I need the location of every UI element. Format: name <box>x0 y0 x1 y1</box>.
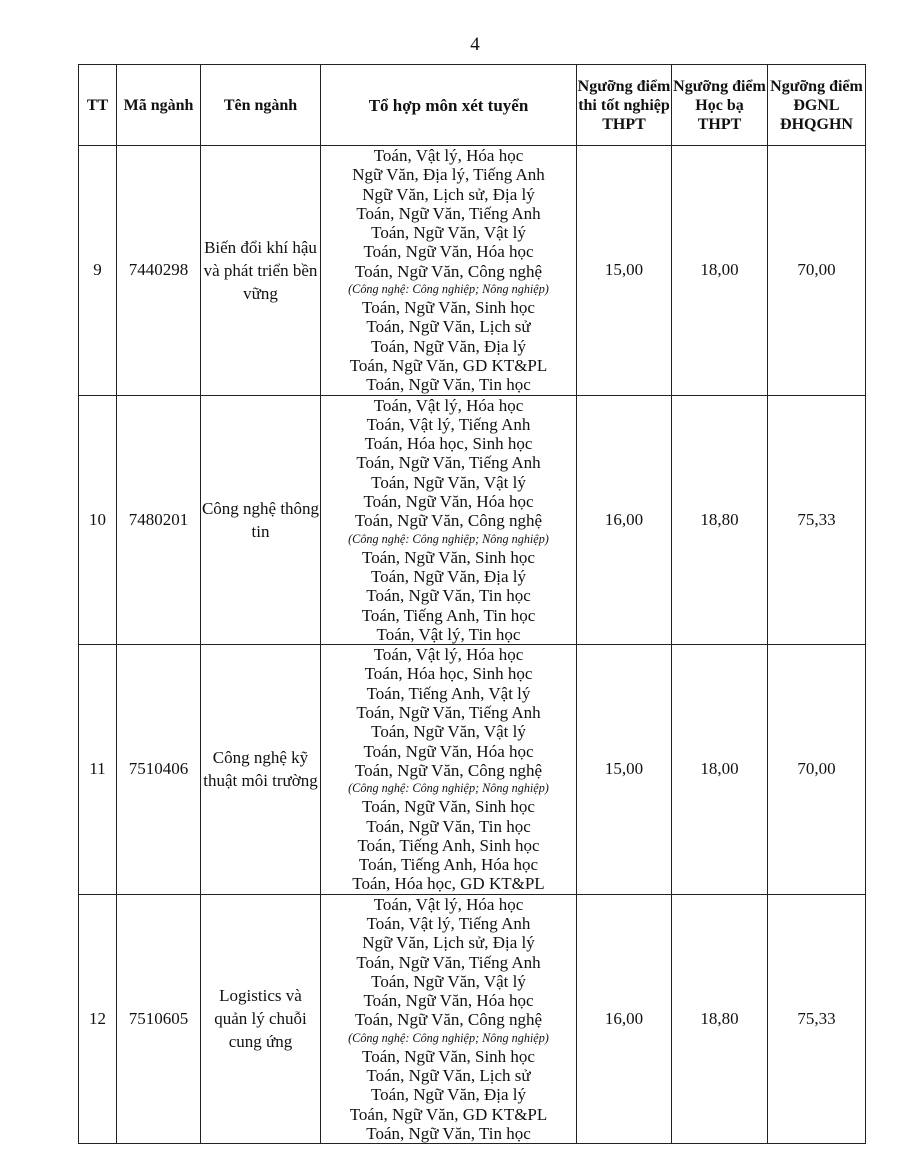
row-dgnl-threshold: 75,33 <box>768 894 866 1144</box>
subject-combination: Ngữ Văn, Địa lý, Tiếng Anh <box>352 165 545 185</box>
subject-combination: Toán, Vật lý, Hóa học <box>373 894 524 914</box>
subject-combination: Toán, Ngữ Văn, Hóa học <box>363 741 534 761</box>
subject-combination: Toán, Ngữ Văn, Sinh học <box>362 298 535 318</box>
subject-combination: Toán, Ngữ Văn, Lịch sử <box>366 317 531 337</box>
subject-combination: Toán, Ngữ Văn, Công nghệ <box>354 760 543 780</box>
header-nguong-thpt: Ngưỡng điểm thi tốt nghiệp THPT <box>577 65 672 146</box>
subject-combination: Toán, Vật lý, Hóa học <box>373 395 524 415</box>
header-tt: TT <box>79 65 117 146</box>
row-subjects <box>321 395 577 645</box>
row-name: Biến đổi khí hậu và phát triển bền vững <box>201 146 321 396</box>
row-code: 7440298 <box>117 146 201 396</box>
subject-combination: Ngữ Văn, Lịch sử, Địa lý <box>362 933 535 953</box>
subject-combination: Toán, Ngữ Văn, Tin học <box>366 586 531 606</box>
subject-combination: Toán, Ngữ Văn, Sinh học <box>362 1046 535 1066</box>
row-thpt-threshold: 15,00 <box>577 645 672 895</box>
subject-combination: Toán, Ngữ Văn, Tiếng Anh <box>356 453 541 473</box>
row-subjects <box>321 146 577 396</box>
header-ten-nganh: Tên ngành <box>201 65 321 146</box>
subject-combination: Toán, Tiếng Anh, Sinh học <box>357 835 540 855</box>
subject-combination: Toán, Vật lý, Hóa học <box>373 146 524 165</box>
row-hocba-threshold: 18,00 <box>672 645 768 895</box>
row-hocba-threshold: 18,80 <box>672 395 768 645</box>
header-nguong-dgnl: Ngưỡng điểm ĐGNL ĐHQGHN <box>768 65 866 146</box>
subject-combination: Toán, Hóa học, GD KT&PL <box>352 874 545 894</box>
row-dgnl-threshold: 70,00 <box>768 645 866 895</box>
row-name: Công nghệ thông tin <box>201 395 321 645</box>
row-name: Công nghệ kỹ thuật môi trường <box>201 645 321 895</box>
header-ma-nganh: Mã ngành <box>117 65 201 146</box>
subject-combination: Toán, Ngữ Văn, Hóa học <box>363 242 534 262</box>
row-hocba-threshold: 18,00 <box>672 146 768 396</box>
subject-combination: Toán, Ngữ Văn, Tin học <box>366 816 531 836</box>
subject-combination: Ngữ Văn, Lịch sử, Địa lý <box>362 184 535 204</box>
subject-combination: Toán, Ngữ Văn, Vật lý <box>371 472 526 492</box>
table-row <box>79 146 866 396</box>
subject-combination: Toán, Ngữ Văn, Công nghệ <box>354 261 543 281</box>
subject-combination: Toán, Ngữ Văn, Sinh học <box>362 547 535 567</box>
subject-combination: Toán, Tiếng Anh, Vật lý <box>366 683 531 703</box>
row-code: 7510605 <box>117 894 201 1144</box>
subject-combination: Toán, Ngữ Văn, Tiếng Anh <box>356 203 541 223</box>
header-nguong-hocba: Ngưỡng điểm Học bạ THPT <box>672 65 768 146</box>
table-row <box>79 645 866 895</box>
table-header-row <box>79 65 866 146</box>
subject-combination: Toán, Ngữ Văn, Hóa học <box>363 991 534 1011</box>
subject-combination: Toán, Ngữ Văn, Lịch sử <box>366 1066 531 1086</box>
row-tt: 11 <box>79 645 117 895</box>
row-tt: 12 <box>79 894 117 1144</box>
subject-combination: Toán, Ngữ Văn, Công nghệ <box>354 1010 543 1030</box>
row-dgnl-threshold: 70,00 <box>768 146 866 396</box>
subject-note: (Công nghệ: Công nghiệp; Nông nghiệp) <box>348 1030 549 1045</box>
subject-combination: Toán, Hóa học, Sinh học <box>364 434 533 454</box>
page-number: 4 <box>470 34 480 55</box>
subject-combination: Toán, Hóa học, Sinh học <box>364 664 533 684</box>
subject-note: (Công nghệ: Công nghiệp; Nông nghiệp) <box>348 282 549 297</box>
subject-note: (Công nghệ: Công nghiệp; Nông nghiệp) <box>348 531 549 546</box>
subject-combination: Toán, Vật lý, Tiếng Anh <box>366 913 531 933</box>
row-code: 7510406 <box>117 645 201 895</box>
subject-combination: Toán, Ngữ Văn, Tin học <box>366 1123 531 1143</box>
row-dgnl-threshold: 75,33 <box>768 395 866 645</box>
subject-combination: Toán, Ngữ Văn, Vật lý <box>371 722 526 742</box>
subject-combination: Toán, Ngữ Văn, GD KT&PL <box>349 1104 548 1124</box>
row-subjects <box>321 645 577 895</box>
subject-combination: Toán, Vật lý, Tiếng Anh <box>366 414 531 434</box>
subject-note: (Công nghệ: Công nghiệp; Nông nghiệp) <box>348 781 549 796</box>
table-row <box>79 894 866 1144</box>
row-tt: 9 <box>79 146 117 396</box>
subject-combination: Toán, Ngữ Văn, Tin học <box>366 375 531 395</box>
subject-combination: Toán, Ngữ Văn, Địa lý <box>370 566 527 586</box>
row-hocba-threshold: 18,80 <box>672 894 768 1144</box>
subject-combination: Toán, Tiếng Anh, Hóa học <box>358 855 539 875</box>
subject-combination: Toán, Ngữ Văn, Công nghệ <box>354 511 543 531</box>
subject-combination: Toán, Ngữ Văn, Địa lý <box>370 1085 527 1105</box>
subject-combination: Toán, Ngữ Văn, Tiếng Anh <box>356 952 541 972</box>
subject-combination: Toán, Ngữ Văn, Sinh học <box>362 797 535 817</box>
subject-combination: Toán, Ngữ Văn, Vật lý <box>371 223 526 243</box>
subject-combination: Toán, Ngữ Văn, Tiếng Anh <box>356 703 541 723</box>
subject-combination: Toán, Vật lý, Tin học <box>376 624 521 644</box>
row-subjects <box>321 894 577 1144</box>
row-code: 7480201 <box>117 395 201 645</box>
subject-combination: Toán, Ngữ Văn, Vật lý <box>371 971 526 991</box>
subject-combination: Toán, Ngữ Văn, GD KT&PL <box>349 355 548 375</box>
table-row <box>79 395 866 645</box>
row-tt: 10 <box>79 395 117 645</box>
admission-table <box>78 64 866 1144</box>
header-to-hop: Tổ hợp môn xét tuyển <box>321 65 577 146</box>
subject-combination: Toán, Ngữ Văn, Địa lý <box>370 336 527 356</box>
subject-combination: Toán, Ngữ Văn, Hóa học <box>363 492 534 512</box>
row-thpt-threshold: 16,00 <box>577 395 672 645</box>
row-thpt-threshold: 15,00 <box>577 146 672 396</box>
row-thpt-threshold: 16,00 <box>577 894 672 1144</box>
row-name: Logistics và quản lý chuỗi cung ứng <box>201 894 321 1144</box>
subject-combination: Toán, Tiếng Anh, Tin học <box>361 605 536 625</box>
subject-combination: Toán, Vật lý, Hóa học <box>373 645 524 665</box>
